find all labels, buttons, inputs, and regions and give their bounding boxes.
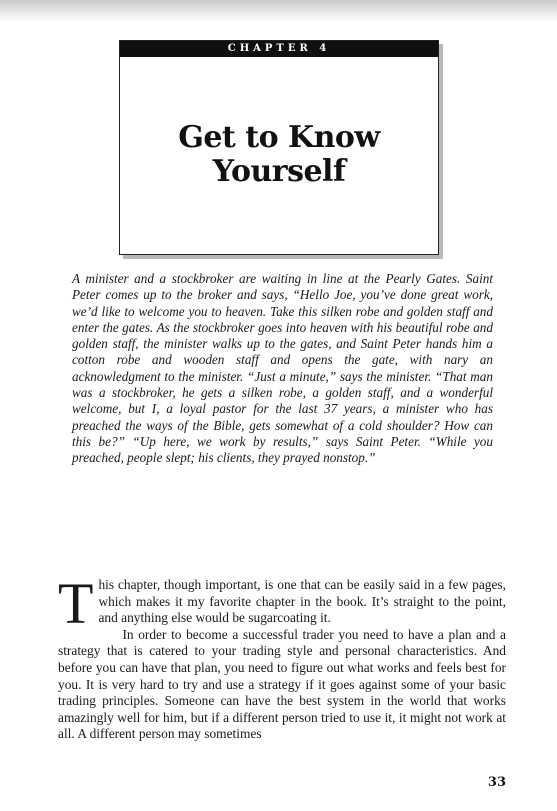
chapter-heading-box	[119, 40, 439, 255]
chapter-title-line-1: Get to Know	[178, 120, 380, 155]
page-number: 33	[487, 775, 506, 790]
top-shadow	[0, 0, 557, 22]
chapter-label: CHAPTER 4	[120, 41, 438, 57]
paragraph-1	[58, 571, 506, 636]
paragraph-1-text: his chapter, though important, is one that can be easily said in a few pages, which makes it my favorite chapter in the book. It’s straight to the point, and anything else would be sugarcoating it.	[98, 577, 506, 626]
epigraph: A minister and a stockbroker are waiting in line at the Pearly Gates. Saint Peter comes up to the broker and says, “Hello Joe, you’ve done great work, we’d like to welcome you to heaven. Take this silken robe and golden staff and enter the gates. As the stockbroker goes into heaven with his beautiful robe and golden staff, the minister walks up to the gates, and Saint Peter hands him a cotton robe and wooden staff and opens the gate, with nary an acknowledgment to the minister. “Just a minute,” says the minister. “That man was a stockbroker, he gets a silken robe, a golden staff, and a wonderful welcome, but I, a loyal pastor for the last 37 years, a minister who has preached the ways of the Bible, gets somewhat of a cold shoulder? How can this be?” “Up here, we work by results,” says Saint Peter. “While you preached, people slept; his clients, they prayed nonstop.”	[72, 271, 493, 466]
paragraph-2: In order to become a successful trader you need to have a plan and a strategy that is catered to your trading style and personal characteristics. And before you can have that plan, you need to figure out what works and feels best for you. It is very hard to try and use a strategy if it goes against some of your basic trading principles. Someone can have the best system in the world that works amazingly well for him, but if a different person tried to use it, it might not work at all. A different person may sometimes	[58, 626, 506, 742]
chapter-title-line-2: Yourself	[212, 154, 346, 189]
body-text	[58, 571, 506, 743]
chapter-title	[120, 121, 438, 189]
drop-cap: T	[58, 571, 94, 636]
